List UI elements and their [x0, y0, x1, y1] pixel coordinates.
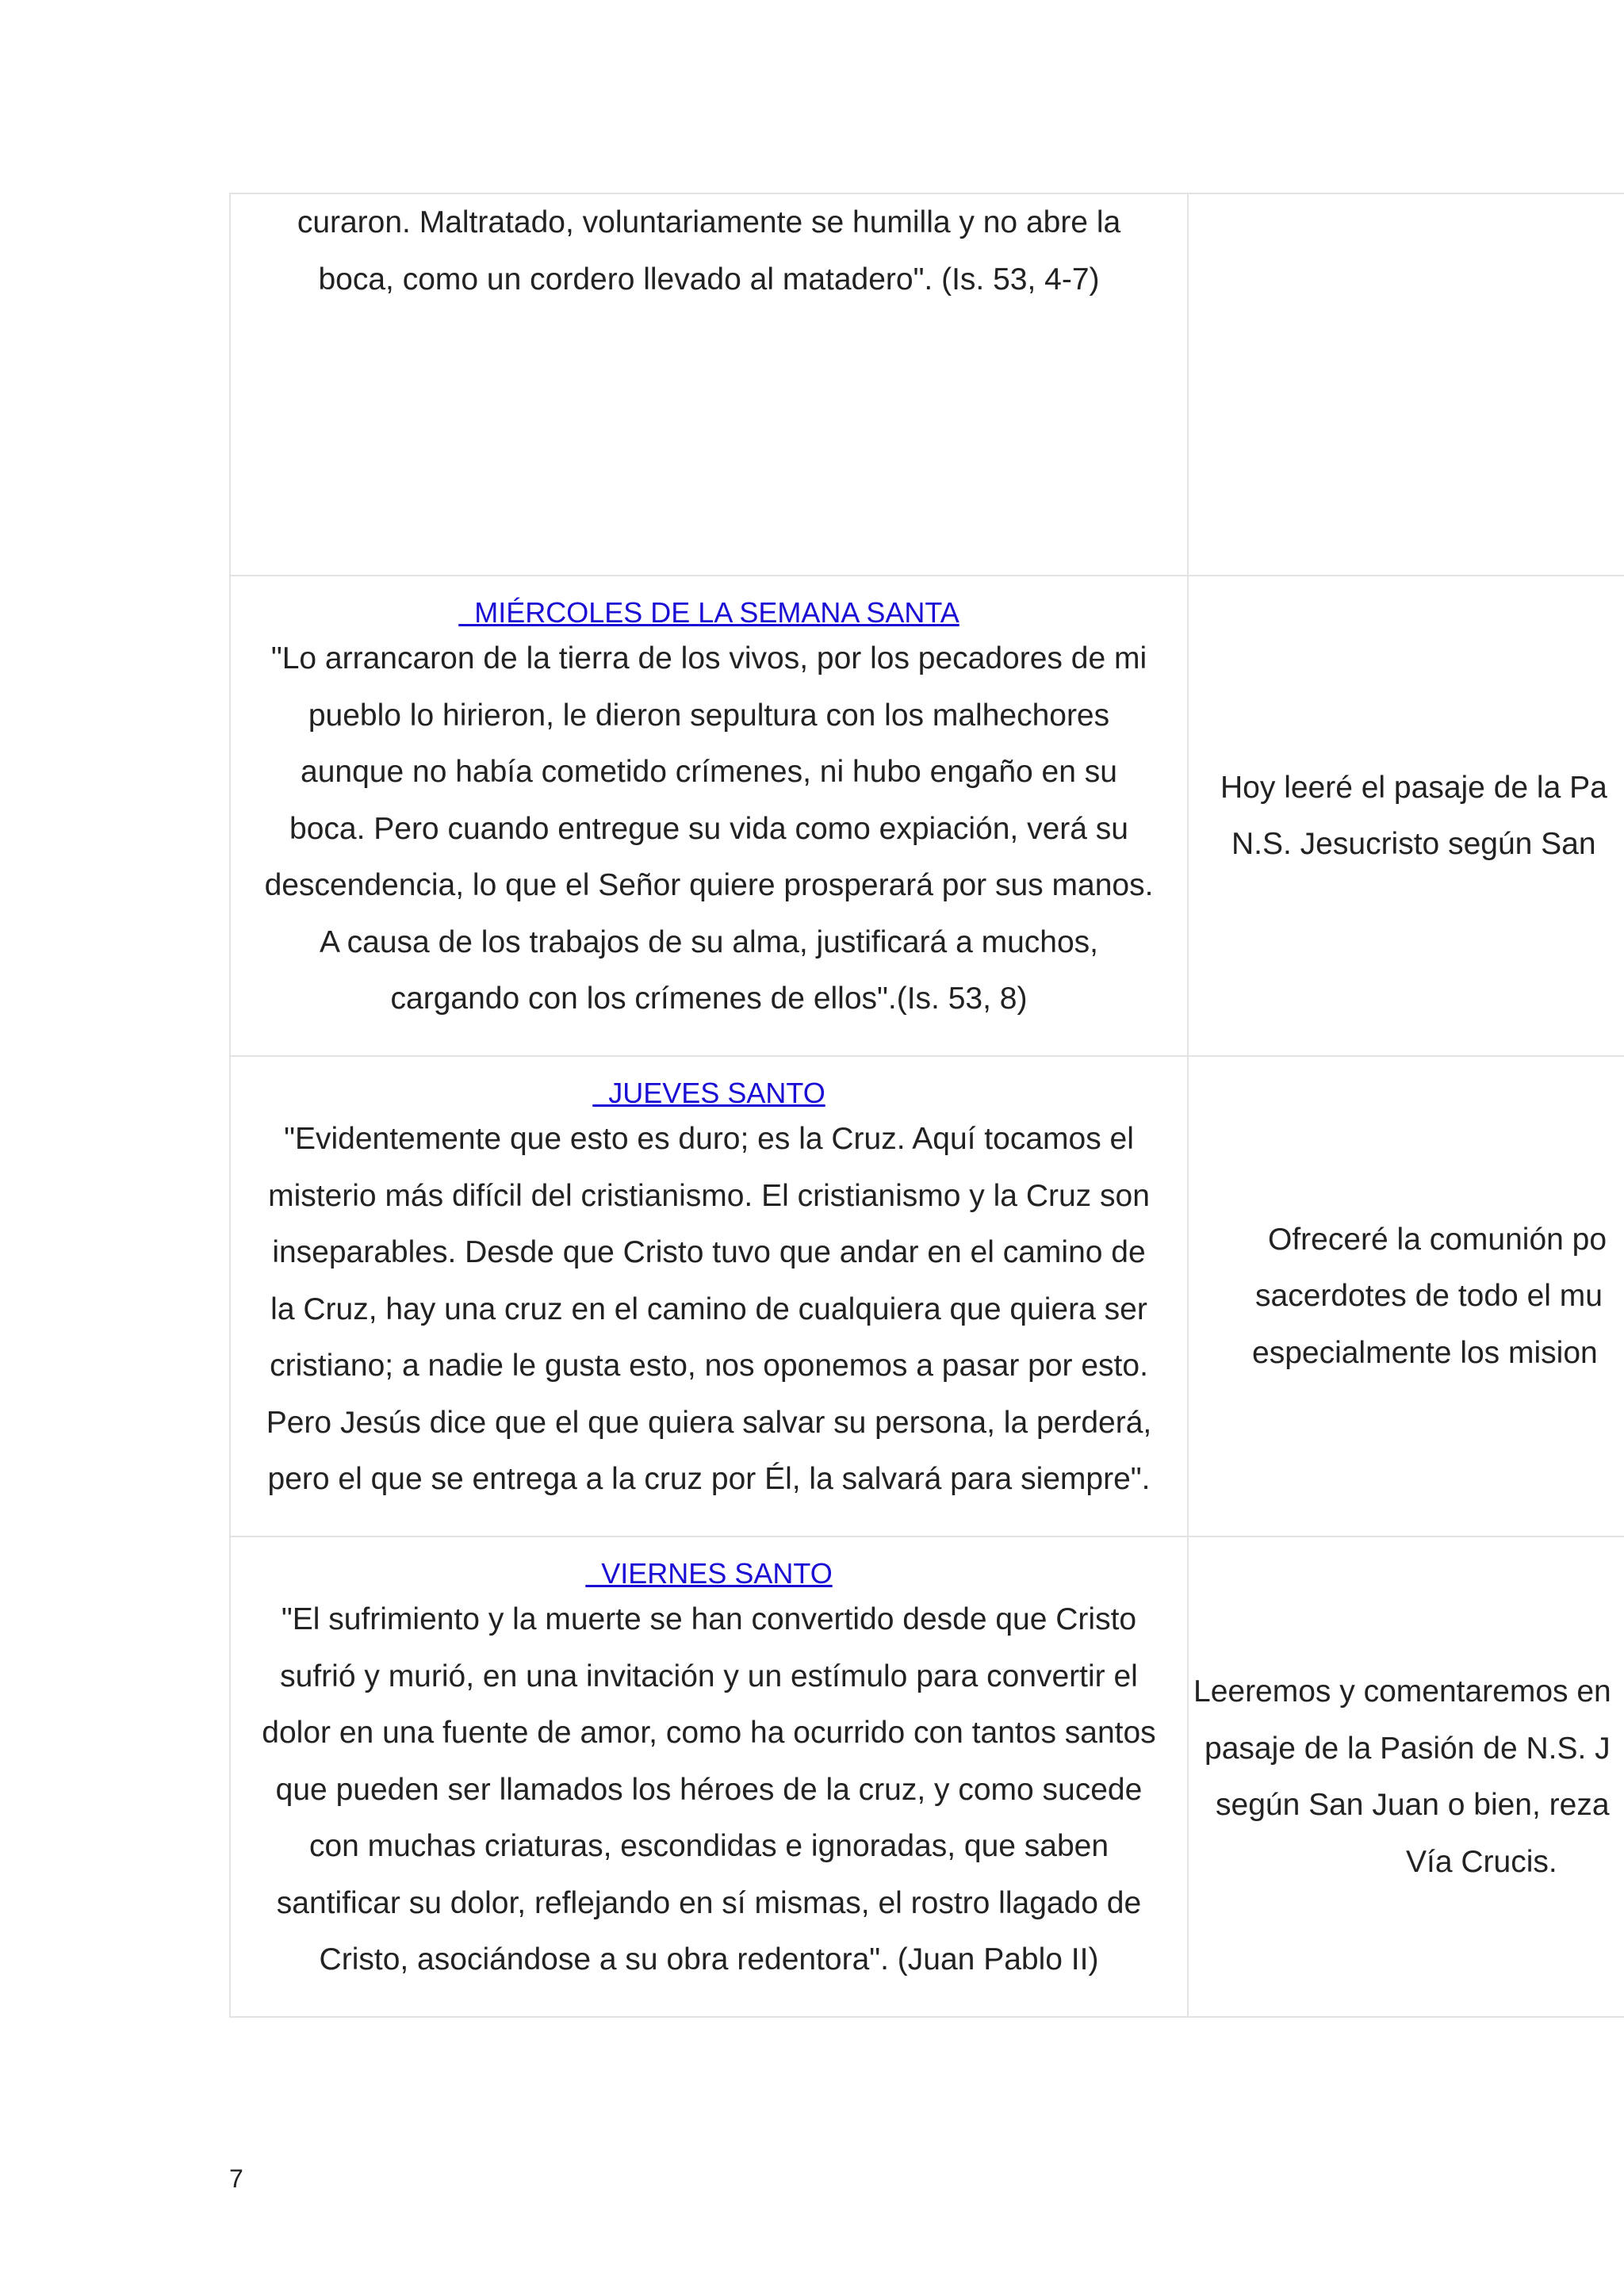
- page-number: 7: [229, 2164, 243, 2193]
- day-link-jueves[interactable]: JUEVES SANTO: [592, 1077, 825, 1109]
- quote-text: "Evidentemente que esto es duro; es la Cruz. Aquí tocamos el misterio más difícil del cristianismo. El cristianismo y la Cruz son inseparables. Desde que Cristo tuvo que andar en el camino de la Cruz, hay una cruz en el camino de cualquiera que quiera ser cristiano; a nadie le gusta esto, nos oponemos a pasar por esto. Pero Jesús dice que el que quiera salvar su persona, la perderá, pero el que se entrega a la cruz por Él, la salvará para siempre".: [266, 1122, 1152, 1496]
- action-text: Ofreceré la comunión po sacerdotes de todo el mu especialmente los mision: [1252, 1222, 1607, 1370]
- quote-text: curaron. Maltratado, voluntariamente se humilla y no abre la boca, como un cordero llevado al matadero". (Is. 53, 4-7): [297, 205, 1121, 297]
- quote-cell: [230, 193, 1188, 576]
- table-row: [230, 1056, 1624, 1536]
- quote-cell: [230, 1056, 1188, 1536]
- day-link-viernes[interactable]: VIERNES SANTO: [585, 1557, 833, 1590]
- action-cell: [1188, 576, 1624, 1056]
- action-text: Leeremos y comentaremos en pasaje de la Pasión de N.S. J según San Juan o bien, reza Vía Crucis.: [1193, 1674, 1611, 1879]
- readings-table: [229, 193, 1624, 2018]
- quote-cell: [230, 1536, 1188, 2017]
- action-cell: [1188, 1536, 1624, 2017]
- quote-text: "Lo arrancaron de la tierra de los vivos, por los pecadores de mi pueblo lo hirieron, le dieron sepultura con los malhechores aunque no había cometido crímenes, ni hubo engaño en su boca. Pero cuando entregue su vida como expiación, verá su descendencia, lo que el Señor quiere prosperará por sus manos. A causa de los trabajos de su alma, justificará a muchos, cargando con los crímenes de ellos".(Is. 53, 8): [264, 641, 1154, 1016]
- table-row: [230, 193, 1624, 576]
- quote-text: "El sufrimiento y la muerte se han convertido desde que Cristo sufrió y murió, en una invitación y un estímulo para convertir el dolor en una fuente de amor, como ha ocurrido con tantos santos que pueden ser llamados los héroes de la cruz, y como sucede con muchas criaturas, escondidas e ignoradas, que saben santificar su dolor, reflejando en sí mismas, el rostro llagado de Cristo, asociándose a su obra redentora". (Juan Pablo II): [262, 1602, 1156, 1976]
- day-link-miercoles[interactable]: MIÉRCOLES DE LA SEMANA SANTA: [458, 596, 959, 629]
- quote-cell: [230, 576, 1188, 1056]
- table-row: [230, 576, 1624, 1056]
- table-row: [230, 1536, 1624, 2017]
- action-cell: [1188, 1056, 1624, 1536]
- action-cell: [1188, 193, 1624, 576]
- action-text: Hoy leeré el pasaje de la Pa N.S. Jesucristo según San: [1220, 770, 1607, 861]
